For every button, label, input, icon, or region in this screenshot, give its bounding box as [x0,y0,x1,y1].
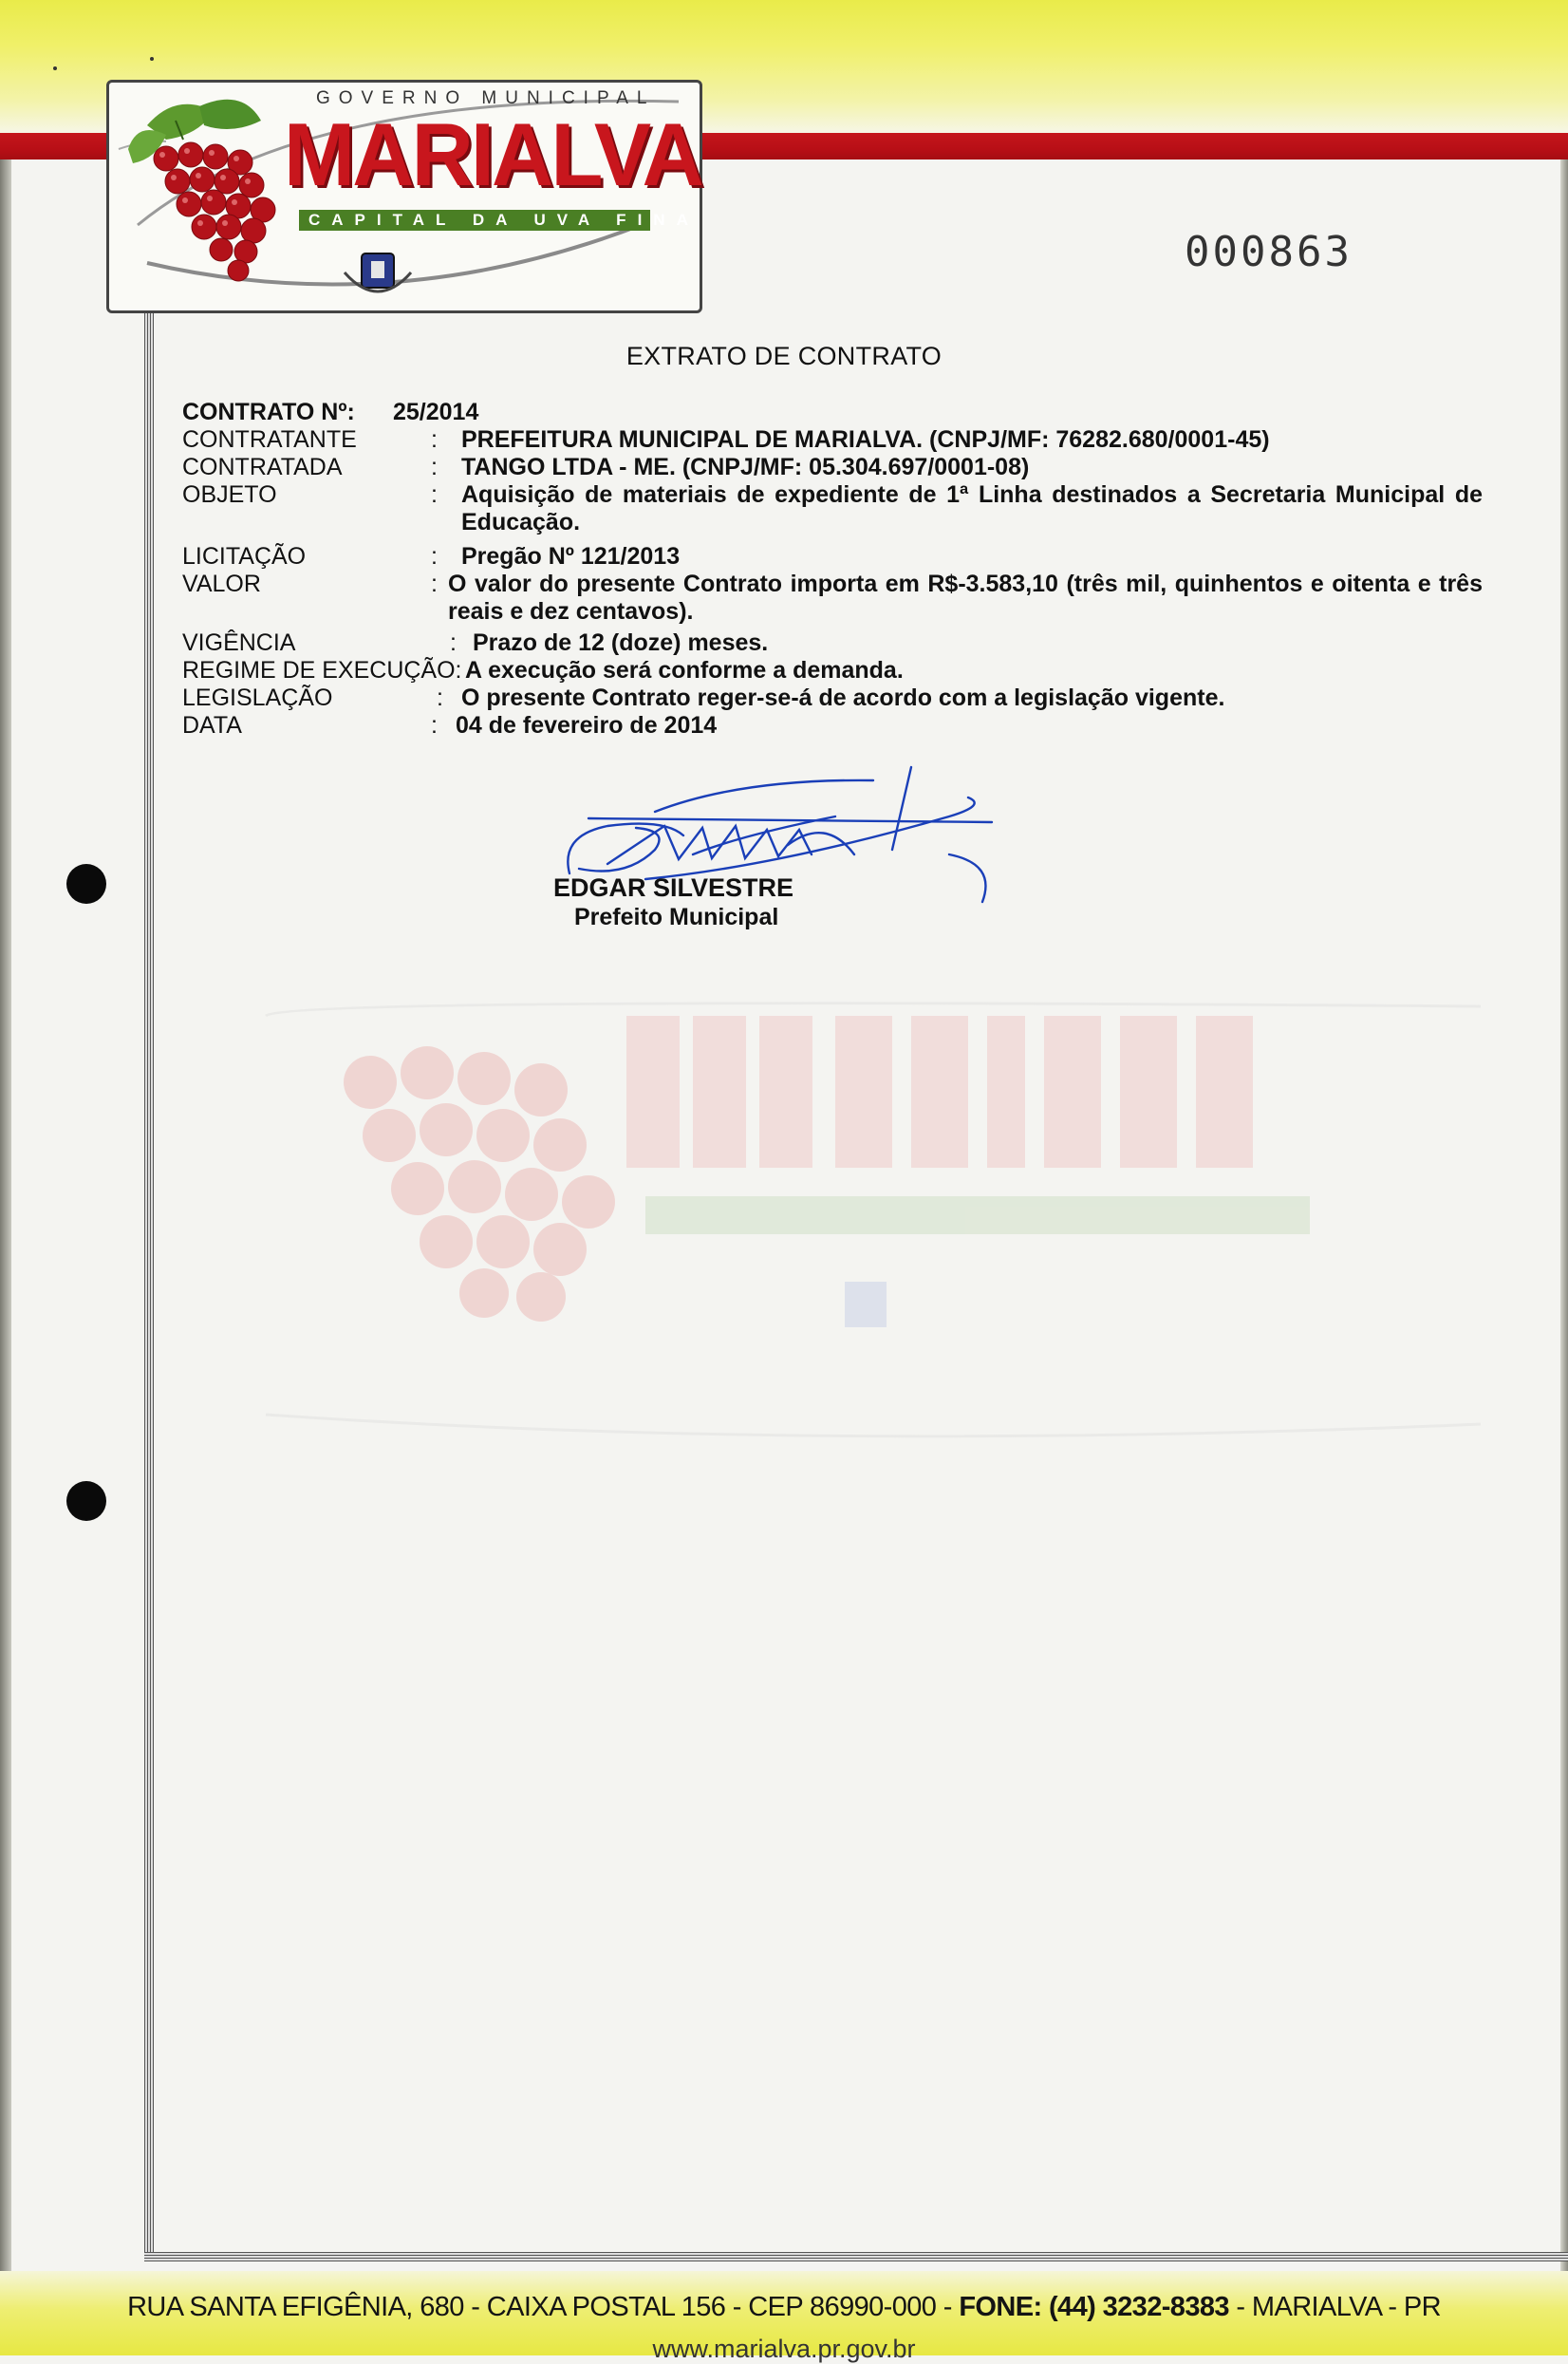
field-colon: : [431,543,438,570]
logo-tagline: CAPITAL DA UVA FINA [299,210,650,231]
footer-address: RUA SANTA EFIGÊNIA, 680 - CAIXA POSTAL 156 - CEP 86990-000 - [127,2292,952,2322]
logo-watermark [247,978,1500,1453]
contract-number-label: CONTRATO Nº: [182,399,355,425]
signer-role: Prefeito Municipal [574,904,779,930]
logo-city-name: MARIALVA [284,104,701,204]
punch-hole [66,864,106,904]
footer-website[interactable]: www.marialva.pr.gov.br [652,2335,916,2363]
signer-name: EDGAR SILVESTRE [553,873,794,902]
page-frame-bottom [144,2252,1568,2261]
field-label: LICITAÇÃO [182,543,307,570]
field-label: VALOR [182,571,261,597]
field-value: TANGO LTDA - ME. (CNPJ/MF: 05.304.697/0001-08) [461,454,1030,480]
footer-phone-label: FONE: [959,2292,1042,2322]
field-value: 04 de fevereiro de 2014 [456,712,718,739]
punch-hole [66,1481,106,1521]
field-value: Pregão Nº 121/2013 [461,543,681,570]
scan-speck [150,57,154,61]
footer-address-line [0,2292,1568,2323]
footer-city: - MARIALVA - PR [1236,2292,1441,2322]
contract-number-value: 25/2014 [393,399,479,425]
field-label: REGIME DE EXECUÇÃO: [182,657,462,684]
field-colon: : [431,481,438,508]
field-label: CONTRATADA [182,454,343,480]
field-label: CONTRATANTE [182,426,357,453]
field-value: A execução será conforme a demanda. [465,657,904,684]
field-colon: : [437,685,443,711]
field-label: VIGÊNCIA [182,629,296,656]
field-value: O presente Contrato reger-se-á de acordo com a legislação vigente. [461,685,1225,711]
field-colon: : [431,571,438,597]
field-value: PREFEITURA MUNICIPAL DE MARIALVA. (CNPJ/MF: 76282.680/0001-45) [461,426,1270,453]
field-colon: : [431,426,438,453]
field-label: LEGISLAÇÃO [182,685,333,711]
logo-government-label: GOVERNO MUNICIPAL [316,88,656,108]
page-frame-left [144,313,154,2260]
document-title: EXTRATO DE CONTRATO [625,342,943,370]
field-colon: : [431,454,438,480]
page-number-stamp: 000863 [1185,228,1353,276]
field-value: Prazo de 12 (doze) meses. [473,629,769,656]
field-colon: : [450,629,457,656]
municipal-logo [106,80,702,313]
field-colon: : [431,712,438,739]
footer-phone: (44) 3232-8383 [1049,2292,1229,2322]
field-value: O valor do presente Contrato importa em R$-3.583,10 (três mil, quinhentos e oitenta e três reais e dez centavos). [448,571,1483,625]
field-label: OBJETO [182,481,277,508]
field-value: Aquisição de materiais de expediente de 1ª Linha destinados a Secretaria Municipal de Educação. [461,481,1483,535]
field-label: DATA [182,712,242,739]
scan-speck [53,66,57,70]
